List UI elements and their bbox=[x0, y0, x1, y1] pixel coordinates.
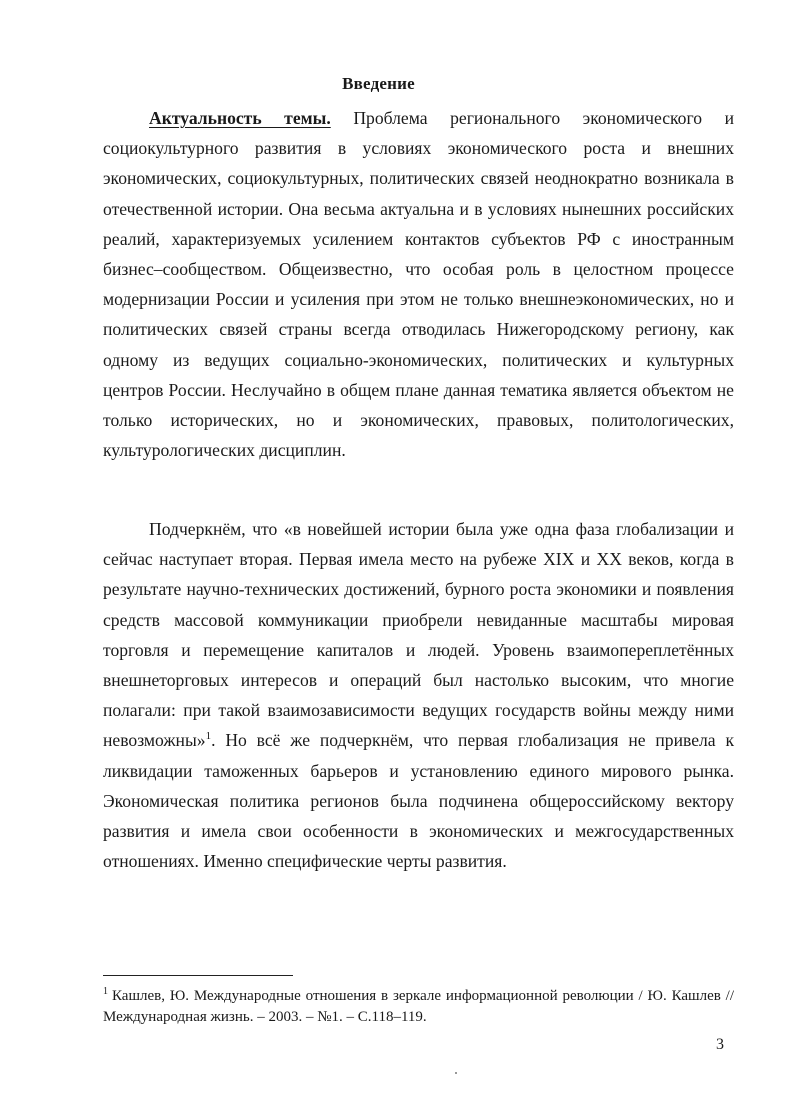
scan-speck bbox=[455, 1072, 457, 1074]
paragraph-globalization bbox=[103, 514, 734, 876]
paragraph-relevance bbox=[103, 103, 734, 465]
footnote bbox=[103, 986, 734, 1028]
footnote-separator bbox=[103, 975, 293, 976]
globalization-text-before: Подчеркнём, что «в новейшей истории была уже одна фаза глобализации и сейчас наступает вторая. Первая имела место на рубеже XIX и XX веков, когда в результате научно-технических достижений, бурного роста экономики и появления средств массовой коммуникации приобрели невиданные масштабы мировая торговля и перемещение капиталов и людей. Уровень взаимопереплетённых внешнеторговых интересов и операций был настолько высоким, что многие полагали: при такой взаимозависимости ведущих государств войны между ними невозможны» bbox=[103, 519, 734, 751]
page-number: 3 bbox=[716, 1036, 724, 1053]
relevance-lead-in: Актуальность темы. bbox=[149, 108, 331, 128]
footnote-reference[interactable]: 1 bbox=[205, 730, 212, 743]
globalization-text-after: . Но всё же подчеркнём, что первая глобализация не привела к ликвидации таможенных барьеров и установлению единого мирового рынка. Экономическая политика регионов была подчинена общероссийскому вектору развития и имела свои особенности в экономических и межгосударственных отношениях. Именно специфические черты развития. bbox=[103, 730, 734, 872]
relevance-text: Проблема регионального экономического и социокультурного развития в условиях экономического роста и внешних экономических, социокультурных, политических связей неоднократно возникала в отечественной истории. Она весьма актуальна и в условиях нынешних российских реалий, характеризуемых усилением контактов субъектов РФ с иностранным бизнес–сообществом. Общеизвестно, что особая роль в целостном процессе модернизации России и усиления при этом не только внешнеэкономических, но и политических связей страны всегда отводилась Нижегородскому региону, как одному из ведущих социально-экономических, политических и культурных центров России. Неслучайно в общем плане данная тематика является объектом не только исторических, но и экономических, правовых, политологических, культурологических дисциплин. bbox=[103, 108, 734, 461]
footnote-text: Кашлев, Ю. Международные отношения в зеркале информационной революции / Ю. Кашлев // Международная жизнь. – 2003. – №1. – С.118–119. bbox=[103, 988, 734, 1025]
section-heading: Введение bbox=[342, 74, 415, 93]
footnote-mark: 1 bbox=[103, 986, 108, 997]
